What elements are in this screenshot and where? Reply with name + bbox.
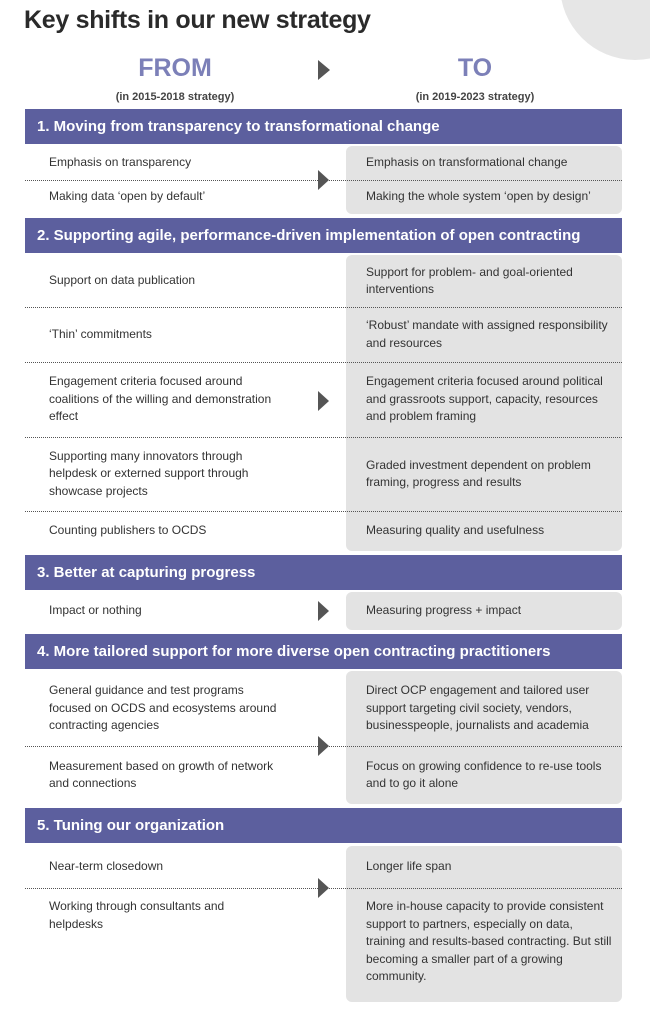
section-1-header: 1. Moving from transparency to transformational change bbox=[25, 109, 622, 144]
arrow-right-icon bbox=[318, 878, 329, 898]
section-4-header: 4. More tailored support for more diverse open contracting practitioners bbox=[25, 634, 622, 669]
section-5-header: 5. Tuning our organization bbox=[25, 808, 622, 843]
section-2-row-3-from: Engagement criteria focused around coalitions of the willing and demonstration effect bbox=[49, 374, 272, 424]
section-4-row-1-to: Direct OCP engagement and tailored user support targeting civil society, vendors, businesspeople, journalists and academia bbox=[366, 683, 590, 733]
from-column-heading: FROM bbox=[138, 54, 212, 82]
to-column-subheading: (in 2019-2023 strategy) bbox=[415, 91, 535, 103]
section-2-row-4-to: Graded investment dependent on problem framing, progress and results bbox=[366, 457, 591, 489]
section-5-row-2-to: More in-house capacity to provide consistent support to partners, especially on data, training and results-based contracting. But still becoming a smaller part of a growing community. bbox=[366, 899, 612, 983]
section-5-row-2-from: Working through consultants and helpdesks bbox=[49, 899, 225, 931]
page-title: Key shifts in our new strategy bbox=[24, 6, 371, 34]
to-column-heading: TO bbox=[457, 54, 493, 82]
section-2-row-1-from: Support on data publication bbox=[49, 273, 196, 288]
section-3-row-1-to: Measuring progress + impact bbox=[366, 603, 522, 618]
section-4-row-2-from: Measurement based on growth of network and connections bbox=[49, 758, 274, 790]
section-3-header: 3. Better at capturing progress bbox=[25, 555, 622, 590]
section-2-row-2-from: ‘Thin’ commitments bbox=[49, 326, 152, 341]
arrow-right-icon bbox=[318, 391, 329, 411]
section-2-row-4-from: Supporting many innovators through helpdesk or externed support through showcase projects bbox=[49, 448, 249, 498]
section-5-row-1-from: Near-term closedown bbox=[49, 859, 164, 874]
section-1-row-1-from: Emphasis on transparency bbox=[49, 155, 192, 170]
section-1-row-1-to: Emphasis on transformational change bbox=[366, 155, 568, 170]
arrow-right-icon bbox=[318, 60, 330, 80]
section-2-row-2-to: ‘Robust’ mandate with assigned responsibility and resources bbox=[366, 318, 608, 350]
from-column-subheading: (in 2015-2018 strategy) bbox=[115, 91, 235, 103]
arrow-right-icon bbox=[318, 601, 329, 621]
section-2-row-5-to: Measuring quality and usefulness bbox=[366, 523, 545, 538]
section-2-row-3-to: Engagement criteria focused around political and grassroots support, capacity, resources and problem framing bbox=[366, 374, 603, 424]
arrow-right-icon bbox=[318, 170, 329, 190]
section-2-header: 2. Supporting agile, performance-driven implementation of open contracting bbox=[25, 218, 622, 253]
section-1-row-2-to: Making the whole system ‘open by design’ bbox=[366, 189, 591, 204]
section-3-row-1-from: Impact or nothing bbox=[49, 603, 142, 618]
corner-decoration bbox=[560, 0, 650, 60]
section-4-row-1-from: General guidance and test programs focused on OCDS and ecosystems around contracting agencies bbox=[49, 683, 277, 733]
section-2-row-5-from: Counting publishers to OCDS bbox=[49, 523, 207, 538]
section-2-row-1-to: Support for problem- and goal-oriented interventions bbox=[366, 264, 573, 296]
section-4-row-2-to: Focus on growing confidence to re-use tools and to go it alone bbox=[366, 758, 602, 790]
section-5-row-1-to: Longer life span bbox=[366, 859, 452, 874]
section-1-row-2-from: Making data ‘open by default’ bbox=[49, 189, 206, 204]
arrow-right-icon bbox=[318, 736, 329, 756]
